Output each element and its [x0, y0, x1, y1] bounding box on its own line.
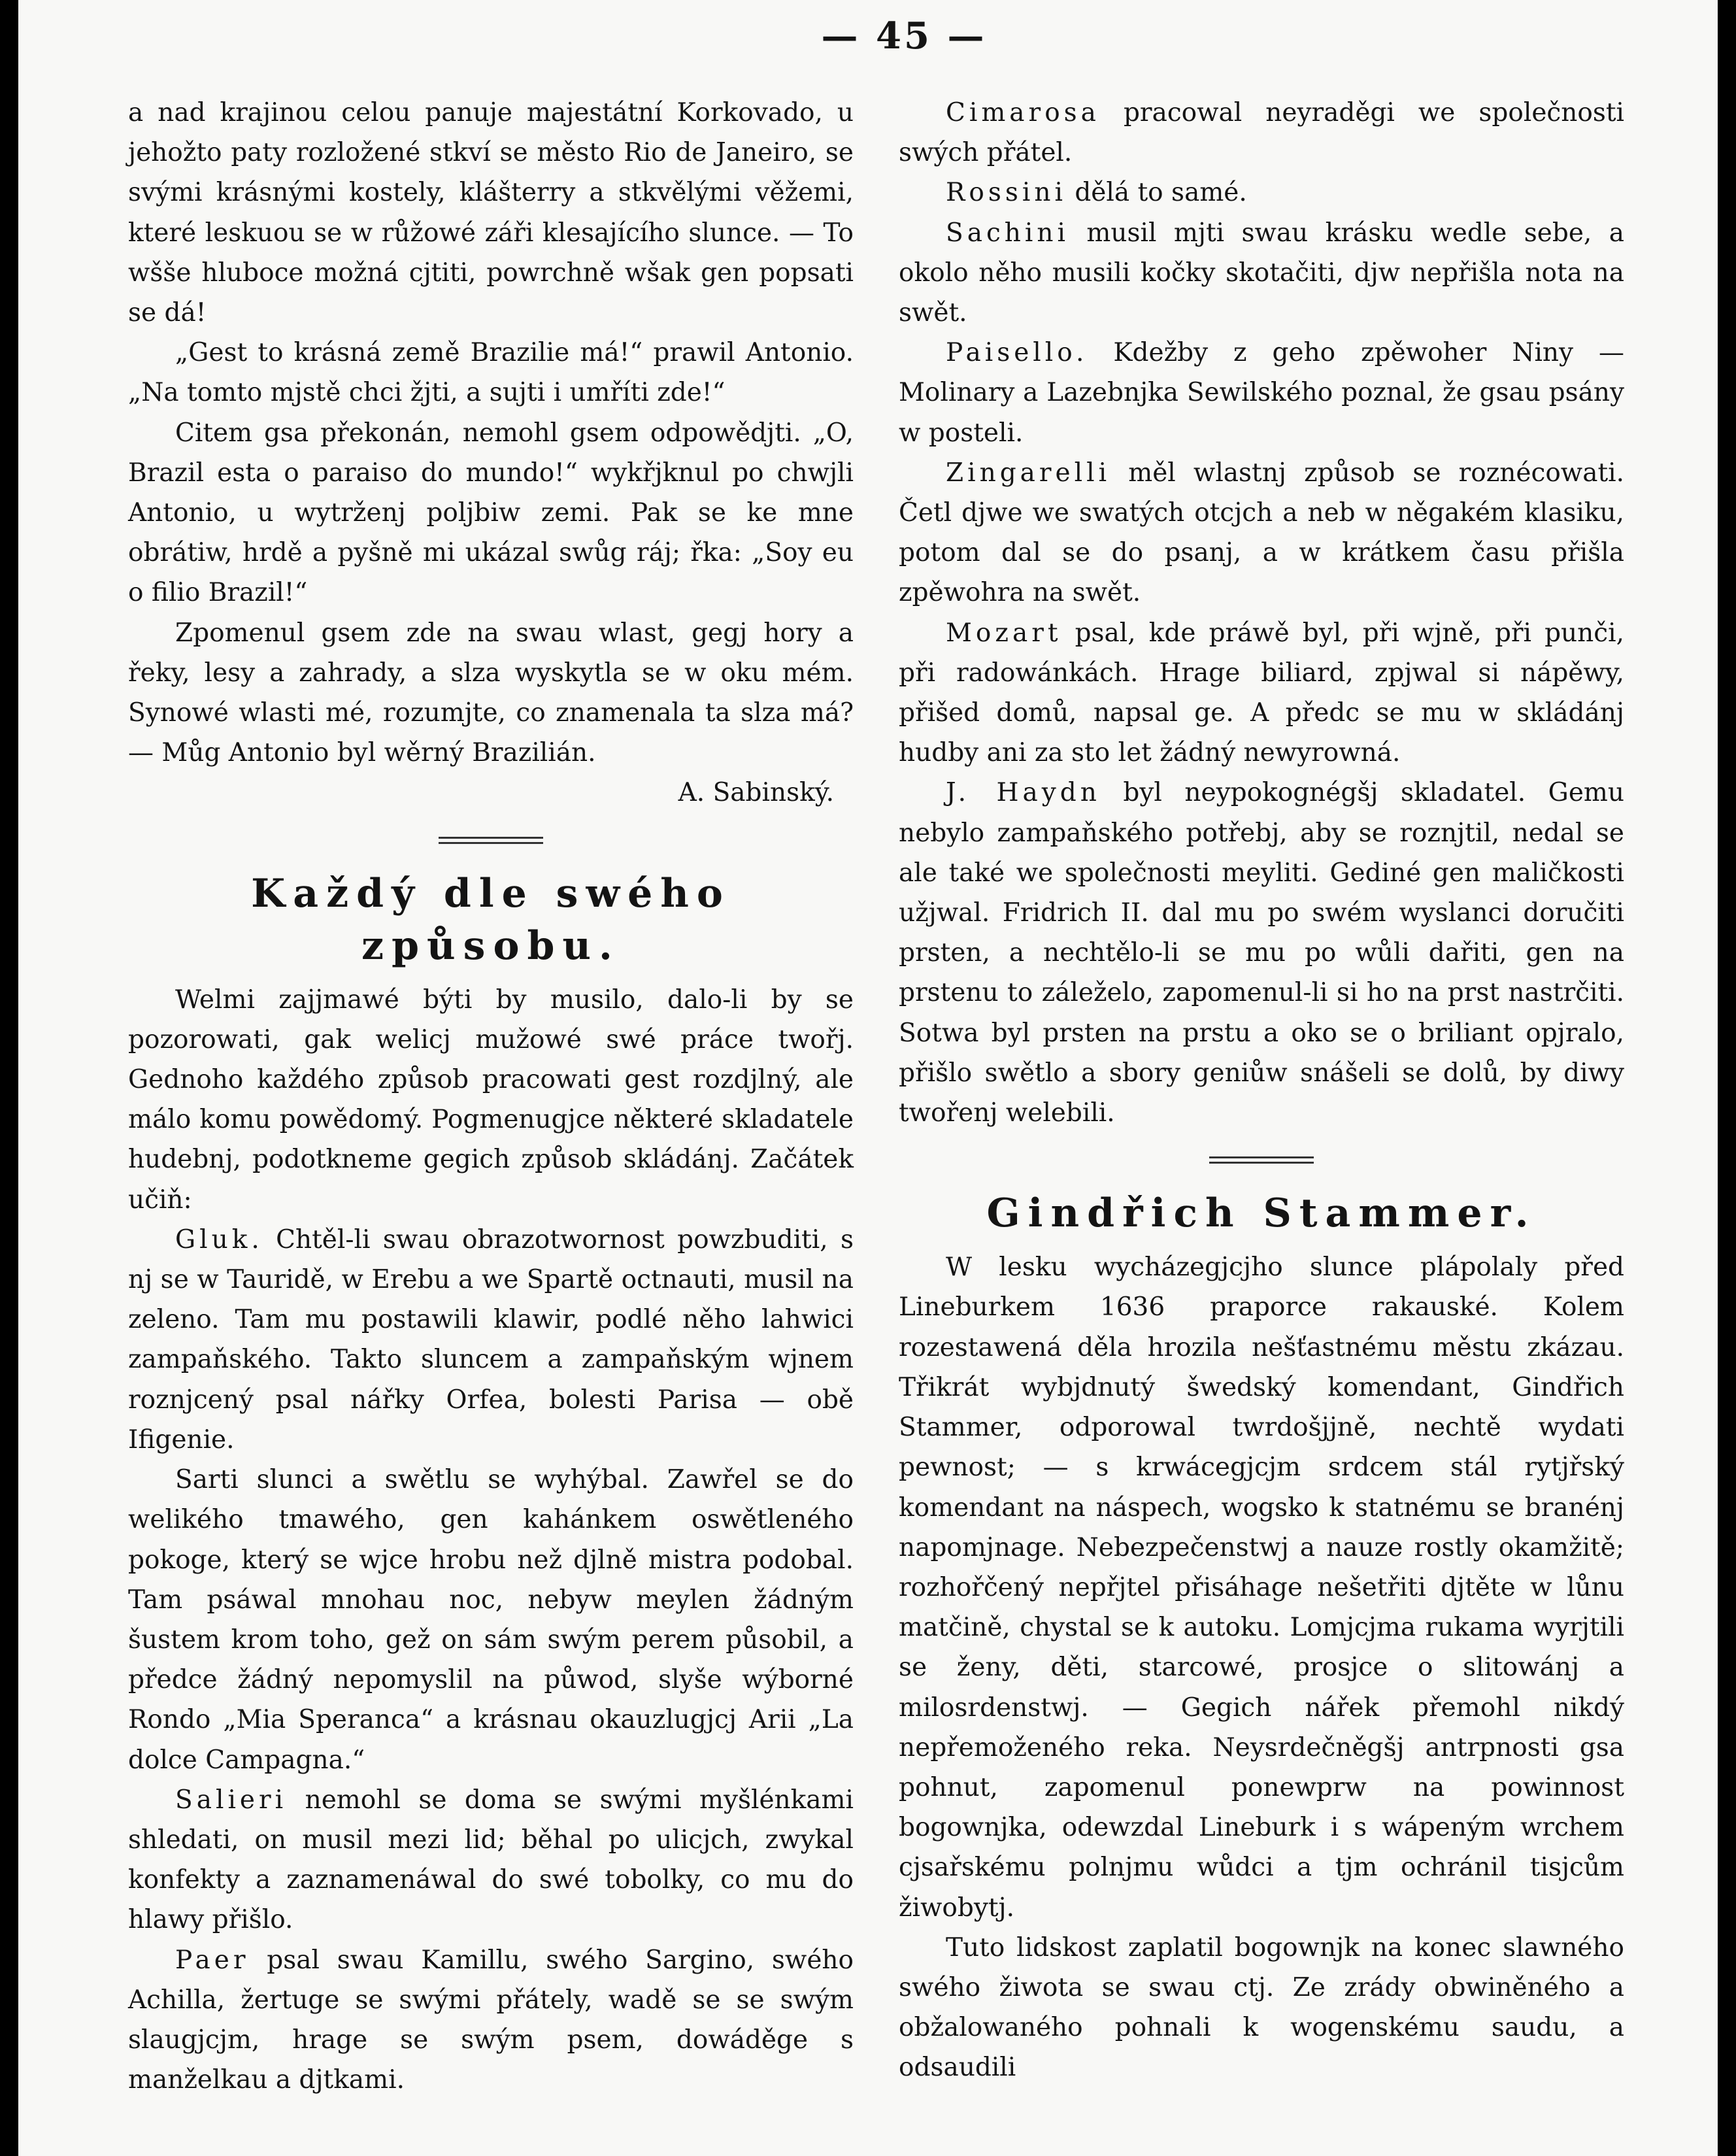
paragraph-text: měl wlastnj způsob se roznécowati. Četl djwe we swatých otcjch a neb w něgakém klasiku, potom dal se do psanj, a w krátkem času přišla zpěwohra na swět. — [899, 458, 1624, 608]
paragraph: Welmi zajjmawé býti by musilo, dalo-li by se pozorowati, gak welicj mužowé swé práce twořj. Gednoho každého způsob pracowati gest rozdjlný, ale málo komu powědomý. Pogmenugjce některé skladatele hudebnj, podotkneme gegich způsob skládánj. Začátek učiň: — [128, 985, 854, 1215]
section-divider — [1209, 1156, 1314, 1164]
paragraph: W lesku wycházegjcjho slunce plápolaly před Lineburkem 1636 praporce rakauské. Kolem rozestawená děla hrozila nešťastnému městu zkázau. Třikrát wybjdnutý šwedský komendant, Gindřich Stammer, odporowal twrdošjjně, nechtě wydati pewnost; — s krwácegjcjm srdcem stál rytjřský komendant na náspech, wogsko k statnému se branénj napomjnage. Nebezpečenstwj a nauze rostly okamžitě; rozhořčený nepřjtel přisáhage nešetřiti djtěte w lůnu matčině, chystal se k autoku. Lomjcjma rukama wyrjtili se ženy, děti, starcowé, prosjce o slitowánj a milosrdenstwj. — Gegich nářek přemohl nikdý nepřemoženého reka. Neysrdečněgšj antrpnosti gsa pohnut, zapomenul ponewprw na powinnost bogownjka, odewzdal Lineburk i s wápeným wrchem cjsařskému polnjmu wůdci a tjm ochránil tisjcům žiwobytj. — [899, 1253, 1624, 1923]
paragraph — [899, 453, 1624, 613]
paragraph — [899, 93, 1624, 173]
newspaper-page — [18, 0, 1718, 2156]
author-signature: A. Sabinský. — [678, 778, 834, 808]
paragraph — [128, 1220, 854, 1460]
paragraph — [899, 173, 1624, 212]
section-heading: Gindřich Stammer. — [986, 1190, 1537, 1237]
paragraph-text: dělá to samé. — [1075, 178, 1247, 208]
paragraph: Citem gsa překonán, nemohl gsem odpowědjti. „O, Brazil esta o paraiso do mundo!“ wykřjknul po chwjli Antonio, u wytrženj poljbiw zemi. Pak se ke mne obrátiw, hrdě a pyšně mi ukázal swůg ráj; řka: „Soy eu o filio Brazil!“ — [128, 418, 854, 608]
paragraph: Sarti slunci a swětlu se wyhýbal. Zawřel se do welikého tmawého, gen kahánkem oswětleného pokoge, který se wjce hrobu než djlně mistra podobal. Tam psáwal mnohau noc, nebyw meylen žádným šustem krom toho, gež on sám swým perem působil, a předce žádný nepomyslil na půwod, slyše wýborné Rondo „Mia Speranca“ a krásnau okauzlugjcj Arii „La dolce Campagna.“ — [128, 1465, 854, 1775]
paragraph-text: byl neypokognégšj skladatel. Gemu nebylo zampaňského potřebj, aby se roznjtil, nedal se ale také we společnosti meyliti. Gediné gen maličkosti užjwal. Fridrich II. dal mu po swém wyslanci doručiti prsten, a nechtělo-li se mu po wůli dařiti, gen na prstenu to záleželo, zapomenul-li si ho na prst nastrčiti. Sotwa byl prsten na prstu a oko se o briliant opjralo, přišlo swětlo a sbory geniůw snášeli se dolů, by diwy twořenj welebili. — [899, 778, 1624, 1128]
composer-name: Gluk. — [175, 1224, 263, 1255]
section-heading: Každý dle swého způsobu. — [251, 870, 731, 969]
paragraph-text: Kdežby z geho zpěwoher Niny — Molinary a Lazebnjka Sewilského poznal, že gsau psány w posteli. — [899, 338, 1624, 448]
paragraph: Zpomenul gsem zde na swau wlast, gegj hory a řeky, lesy a zahrady, a slza wyskytla se w oku mém. Synowé wlasti mé, rozumjte, co znamenala ta slza má? — Můg Antonio byl wěrný Brazilián. — [128, 618, 854, 768]
left-column — [128, 93, 854, 2100]
paragraph-text: Chtěl-li swau obrazotwornost powzbuditi, s nj se w Tauridě, w Erebu a we Spartě octnauti, musil na zeleno. Tam mu postawili klawir, podlé něho lahwici zampaňského. Takto sluncem a zampaňským wjnem roznjcený psal nářky Orfea, bolesti Parisa — obě Ifigenie. — [128, 1224, 854, 1455]
composer-name: Paer — [175, 1945, 250, 1975]
paragraph-text: musil mjti swau krásku wedle sebe, a okolo něho musili kočky skotačiti, djw nepřišla nota na swět. — [899, 218, 1624, 328]
section-divider — [439, 837, 543, 844]
paragraph-text: psal swau Kamillu, swého Sargino, swého Achilla, žertuge se swými přátely, wadě se se swým slaugjcjm, hrage se swým psem, dowáděge s manželkau a djtkami. — [128, 1945, 854, 2095]
paragraph-text: pracowal neyraděgi we společnosti swých přátel. — [899, 98, 1624, 168]
composer-name: J. Haydn — [946, 778, 1101, 808]
paragraph-text: nemohl se doma se swými myšlénkami shledati, on musil mezi lid; běhal po ulicjch, zwykal konfekty a zaznamenáwal do swé tobolky, co mu do hlawy přišlo. — [128, 1785, 854, 1935]
composer-name: Sachini — [946, 218, 1069, 248]
paragraph — [899, 613, 1624, 773]
paragraph — [128, 1940, 854, 2100]
paragraph — [128, 1780, 854, 1940]
paragraph — [899, 773, 1624, 1133]
paragraph: „Gest to krásná země Brazilie má!“ prawil Antonio. „Na tomto mjstě chci žjti, a sujti i umříti zde!“ — [128, 338, 854, 408]
composer-name: Cimarosa — [946, 98, 1100, 127]
page-number: — 45 — — [821, 14, 987, 58]
paragraph: a nad krajinou celou panuje majestátní Korkovado, u jehožto paty rozložené stkví se město Rio de Janeiro, se svými krásnými kostely, klášterry a stkvělými věžemi, které leskuou se w růžowé záři klesajícího slunce. — To wšše hluboce možná cjtiti, powrchně wšak gen popsati se dá! — [128, 98, 854, 328]
paragraph-text: psal, kde práwě byl, při wjně, při punči, při radowánkách. Hrage biliard, zpjwal si nápěwy, přišed domů, napsal ge. A předc se mu w skládánj hudby ani za sto let žádný newyrowná. — [899, 618, 1624, 768]
composer-name: Salieri — [175, 1785, 288, 1815]
paragraph — [899, 213, 1624, 333]
composer-name: Zingarelli — [946, 458, 1111, 488]
paragraph — [899, 333, 1624, 453]
composer-name: Paisello. — [946, 338, 1088, 368]
composer-name: Mozart — [946, 618, 1062, 648]
composer-name: Rossini — [946, 178, 1067, 208]
right-column — [899, 93, 1624, 2088]
paragraph: Tuto lidskost zaplatil bogownjk na konec slawného swého žiwota se swau ctj. Ze zrády obwiněného a obžalowaného pohnali k wogenskému saudu, a odsaudili — [899, 1932, 1624, 2083]
